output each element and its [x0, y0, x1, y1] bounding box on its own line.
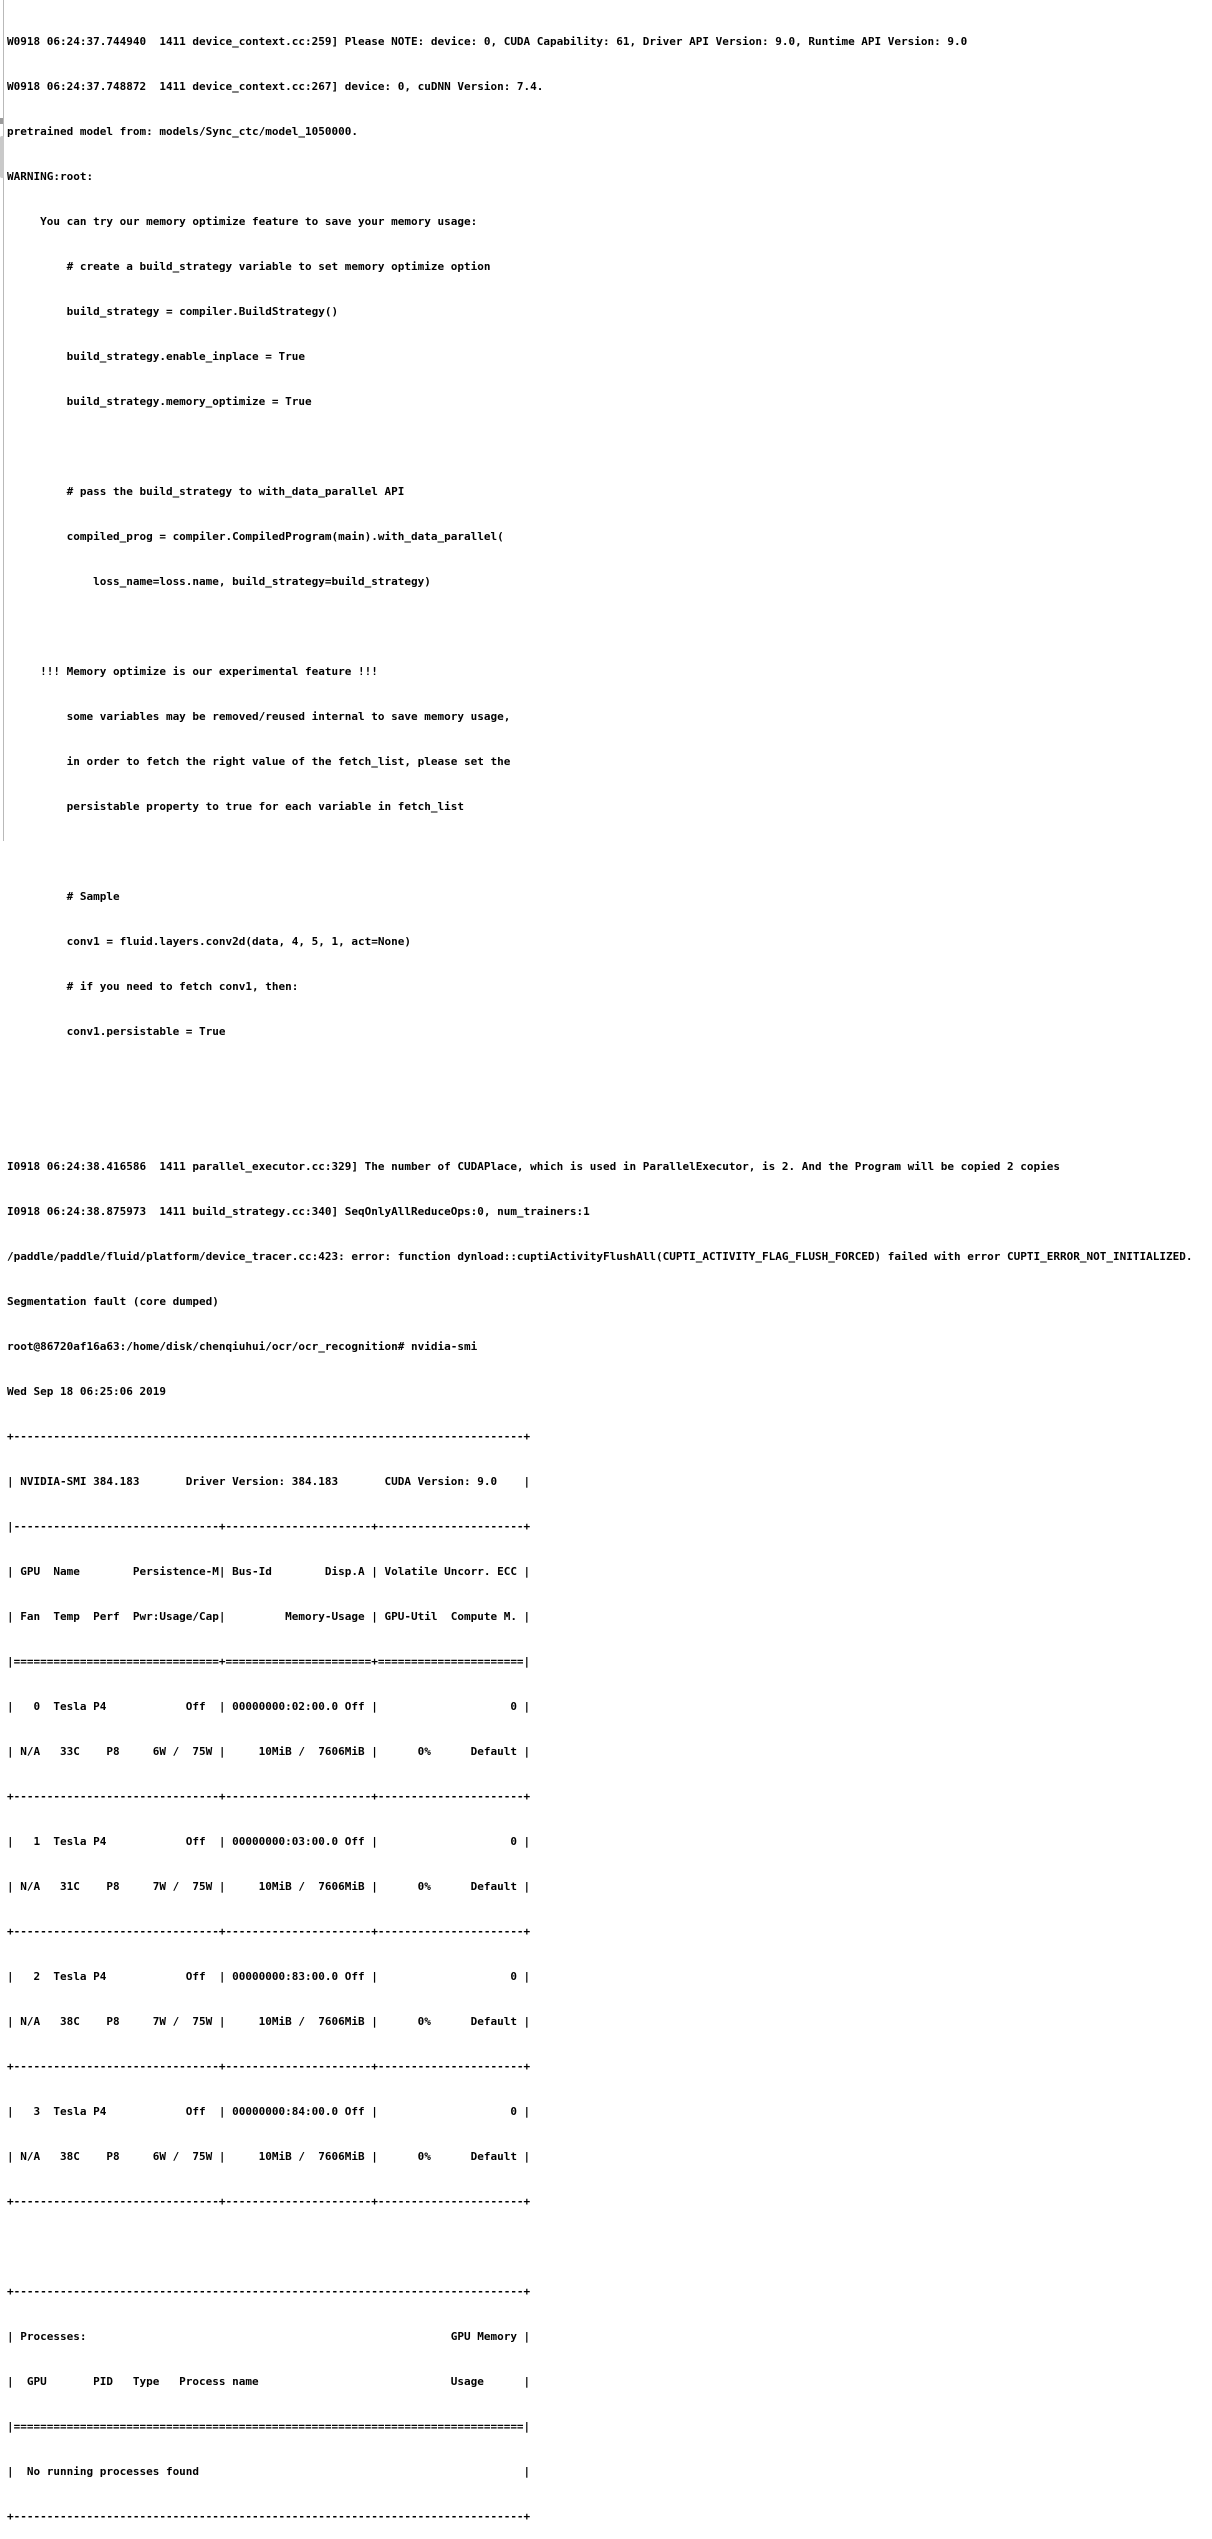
warning-code-line: # Sample — [7, 890, 120, 903]
warning-code-line: build_strategy.enable_inplace = True — [7, 350, 306, 363]
warning-text-line: some variables may be removed/reused internal to save memory usage, — [7, 710, 511, 723]
smi-table-header-row: | GPU Name Persistence-M| Bus-Id Disp.A | Volatile Uncorr. ECC | — [7, 1565, 531, 1578]
warning-code-line: conv1.persistable = True — [7, 1025, 226, 1038]
smi-table-separator: +-------------------------------+----------------------+----------------------+ — [7, 2060, 531, 2073]
shell-prompt-line: root@86720af16a63:/home/disk/chenqiuhui/ocr/ocr_recognition# nvidia-smi — [7, 1340, 478, 1353]
window-edge-notch — [0, 118, 3, 124]
warning-text-line: persistable property to true for each variable in fetch_list — [7, 800, 464, 813]
smi-gpu0-row: | 0 Tesla P4 Off | 00000000:02:00.0 Off | 0 | — [7, 1700, 531, 1713]
smi-gpu1-row: | 1 Tesla P4 Off | 00000000:03:00.0 Off | 0 | — [7, 1835, 531, 1848]
blank-line — [7, 619, 1192, 634]
smi-gpu3-row: | 3 Tesla P4 Off | 00000000:84:00.0 Off | 0 | — [7, 2105, 531, 2118]
smi-processes-separator: |=============================================================================| — [7, 2420, 531, 2433]
log-line-pretrained-model: pretrained model from: models/Sync_ctc/model_1050000. — [7, 125, 358, 138]
log-line-device-context-1: W0918 06:24:37.744940 1411 device_context.cc:259] Please NOTE: device: 0, CUDA Capability: 61, Driver API Version: 9.0, Runtime API Version: 9.0 — [7, 35, 968, 48]
smi-no-processes-row: | No running processes found | — [7, 2465, 531, 2478]
warning-code-line: loss_name=loss.name, build_strategy=build_strategy) — [7, 575, 431, 588]
terminal-output — [7, 4, 1192, 2539]
warning-code-line: conv1 = fluid.layers.conv2d(data, 4, 5, 1, act=None) — [7, 935, 411, 948]
smi-table-header-row: | Fan Temp Perf Pwr:Usage/Cap| Memory-Usage | GPU-Util Compute M. | — [7, 1610, 531, 1623]
smi-gpu3-row: | N/A 38C P8 6W / 75W | 10MiB / 7606MiB | 0% Default | — [7, 2150, 531, 2163]
smi-gpu1-row: | N/A 31C P8 7W / 75W | 10MiB / 7606MiB | 0% Default | — [7, 1880, 531, 1893]
window-left-edge — [3, 0, 4, 841]
smi-processes-header-row: | GPU PID Type Process name Usage | — [7, 2375, 531, 2388]
smi-gpu0-row: | N/A 33C P8 6W / 75W | 10MiB / 7606MiB | 0% Default | — [7, 1745, 531, 1758]
smi-gpu2-row: | N/A 38C P8 7W / 75W | 10MiB / 7606MiB | 0% Default | — [7, 2015, 531, 2028]
warning-code-line: build_strategy.memory_optimize = True — [7, 395, 312, 408]
scrollbar-thumb[interactable] — [0, 136, 4, 178]
smi-table-separator: +-------------------------------+----------------------+----------------------+ — [7, 1790, 531, 1803]
warning-code-line: # if you need to fetch conv1, then: — [7, 980, 299, 993]
warning-code-line: compiled_prog = compiler.CompiledProgram(main).with_data_parallel( — [7, 530, 504, 543]
blank-line — [7, 439, 1192, 454]
log-line-parallel-executor: I0918 06:24:38.416586 1411 parallel_executor.cc:329] The number of CUDAPlace, which is used in ParallelExecutor, is 2. And the Program will be copied 2 copies — [7, 1160, 1060, 1173]
smi-table-separator: +-------------------------------+----------------------+----------------------+ — [7, 1925, 531, 1938]
smi-table-separator: +-------------------------------+----------------------+----------------------+ — [7, 2195, 531, 2208]
warning-text-line: in order to fetch the right value of the fetch_list, please set the — [7, 755, 511, 768]
blank-line — [7, 2239, 1192, 2254]
blank-line — [7, 1069, 1192, 1084]
smi-processes-border: +-----------------------------------------------------------------------------+ — [7, 2285, 531, 2298]
smi-processes-border: +-----------------------------------------------------------------------------+ — [7, 2510, 531, 2523]
warning-root-label: WARNING:root: — [7, 170, 94, 183]
smi-table-title-row: | NVIDIA-SMI 384.183 Driver Version: 384.183 CUDA Version: 9.0 | — [7, 1475, 531, 1488]
warning-code-line: build_strategy = compiler.BuildStrategy() — [7, 305, 339, 318]
blank-line — [7, 1114, 1192, 1129]
log-line-device-context-2: W0918 06:24:37.748872 1411 device_context.cc:267] device: 0, cuDNN Version: 7.4. — [7, 80, 544, 93]
warning-code-line: # pass the build_strategy to with_data_parallel API — [7, 485, 405, 498]
smi-table-separator: |===============================+======================+======================| — [7, 1655, 531, 1668]
blank-line — [7, 844, 1192, 859]
warning-text-line: You can try our memory optimize feature to save your memory usage: — [7, 215, 478, 228]
log-line-segfault: Segmentation fault (core dumped) — [7, 1295, 219, 1308]
log-line-cupti-error: /paddle/paddle/fluid/platform/device_tracer.cc:423: error: function dynload::cuptiActivityFlushAll(CUPTI_ACTIVITY_FLAG_FLUSH_FORCED) failed with error CUPTI_ERROR_NOT_INITIALIZED. — [7, 1250, 1193, 1263]
log-line-build-strategy: I0918 06:24:38.875973 1411 build_strategy.cc:340] SeqOnlyAllReduceOps:0, num_trainers:1 — [7, 1205, 590, 1218]
smi-processes-title-row: | Processes: GPU Memory | — [7, 2330, 531, 2343]
smi-gpu2-row: | 2 Tesla P4 Off | 00000000:83:00.0 Off | 0 | — [7, 1970, 531, 1983]
smi-timestamp-line: Wed Sep 18 06:25:06 2019 — [7, 1385, 166, 1398]
warning-text-line: !!! Memory optimize is our experimental feature !!! — [7, 665, 378, 678]
smi-table-border: +-----------------------------------------------------------------------------+ — [7, 1430, 531, 1443]
warning-code-line: # create a build_strategy variable to set memory optimize option — [7, 260, 491, 273]
smi-table-separator: |-------------------------------+----------------------+----------------------+ — [7, 1520, 531, 1533]
